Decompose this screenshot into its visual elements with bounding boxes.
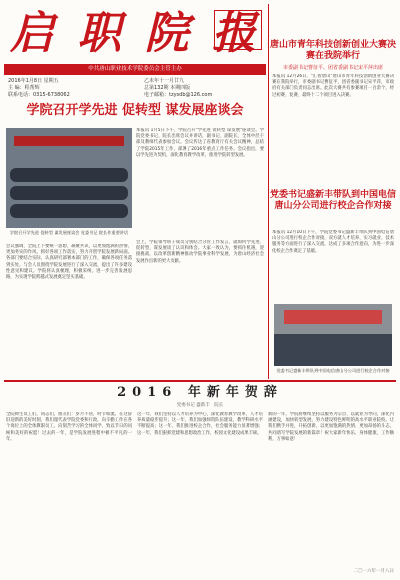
photo-people xyxy=(274,334,392,366)
issue-number: 总第132期 本期四版 xyxy=(144,85,191,91)
masthead-info-right xyxy=(144,78,212,99)
email: 电子邮箱：tzysdb@126.com xyxy=(144,92,213,98)
greeting-byline: 党委书记 盛新丰 院长 xyxy=(176,403,224,408)
right-text-2: 本报讯 12月10日下午，学院党委书记盛新丰带队到中国电信唐山分公司进行校企合作对接，双方就人才培养、实习就业、技术服务等方面进行了深入交流，达成了多项合作意向，为进一步深化校企合作奠定了基础。 xyxy=(272,230,394,254)
meeting-banner xyxy=(14,136,124,146)
right-photo-caption: 党委书记盛新丰带队到中国电信唐山分公司进行校企合作对接 xyxy=(276,368,390,373)
greeting-column-1: 全院师生员工们，同志们、朋友们：岁月不居，时节如流。在这辞旧迎新的美好时刻，我们谨代表学院党委和行政，向辛勤工作在各个岗位上的全体教职员工，向刻苦学习的全体同学，致以节日的问候和美好的祝愿！过去的一年，是学院发展进程中极不平凡的一年。 xyxy=(6,412,132,442)
right-headline-2: 党委书记盛新丰带队到中国电信唐山分公司进行校企合作对接 xyxy=(270,190,397,211)
masthead xyxy=(4,4,266,96)
lead-text-b: 会议强调，全院上下要统一思想、凝聚共识，以更加饱满的热情、更加务实的作风，抓好各项工作落实，努力开创学院发展新局面。各部门要结合实际，认真研究部署本部门的工作，确保各项任务落到实处。与会人员围绕学院发展进行了深入交流，提出了许多建设性意见和建议。学院将认真梳理，积极采纳，进一步完善发展思路，为实现学院跨越式发展奠定坚实基础。 xyxy=(6,244,132,281)
lead-text-a: 本报讯 1月5日下午，学院召开"学先进 促转型 谋发展"座谈会。学院党委书记、院长出席会议并讲话，副书记、副院长、全体中层干部及教师代表参加会议。会议传达了省教育厅有关会议精神，总结了学院2015年工作，部署了2016年重点工作任务。会议指出，要以学先进为契机，深化教育教学改革，推进学院转型发展。 xyxy=(136,128,264,158)
issue-date: 2016年1月8日 星期五 xyxy=(8,78,59,84)
greeting-column-2: 这一年，我们坚持以人才培养为中心，深化教育教学改革，人才培养质量稳步提升；这一年，我们加强师资队伍建设，教学科研水平不断提高；这一年，我们推进校企合作，社会服务能力显著增强；这一年，我们狠抓党建和思想政治工作，校园文化建设成果丰硕。 xyxy=(137,412,263,436)
lead-photo xyxy=(6,128,132,228)
section-rule xyxy=(4,380,396,382)
masthead-sponsor-strip: 中共唐山职业技术学院委员会主管主办 xyxy=(4,64,266,75)
audience-row xyxy=(10,186,128,200)
lead-photo-caption: 学院召开学先进 促转型 谋发展座谈会 党委书记 院长作重要讲话 xyxy=(9,230,129,235)
right-column xyxy=(270,4,396,379)
column-divider xyxy=(268,4,269,379)
lunar-date: 乙未年十一月廿九 xyxy=(144,78,185,84)
editor-label: 主 编：程帮辉 xyxy=(8,85,40,91)
phone: 联系电话：0315-6738062 xyxy=(8,92,70,98)
greeting-column-3: 新的一年，学院将继续坚持以服务为宗旨、以就业为导向，深化内涵建设，加快转型发展，努力建设特色鲜明的高水平职业院校。让我们携手并进，开拓创新，以更加饱满的热情、更加昂扬的斗志，共同谱写学院发展的新篇章！祝大家新年快乐，身体健康，工作顺利，万事如意！ xyxy=(268,412,394,442)
photo-banner xyxy=(284,310,382,324)
right-headline-1: 唐山市青年科技创新创业大赛决赛在我院举行 xyxy=(270,40,397,61)
footer-date: 二〇一六年一月八日 xyxy=(353,569,394,574)
right-subhead-1: 市委副书记曹征平、团省委副书记宋平萍出席 xyxy=(282,65,383,71)
masthead-title: 启 职 院 报 xyxy=(10,8,260,59)
lead-headline: 学院召开学先进 促转型 谋发展座谈会 xyxy=(26,103,244,118)
right-text-1: 本报讯 12月26日，"汇智唐山"唐山市青年科技创新创业大赛决赛在我院举行，市委副书记曹征平、团省委副书记宋平萍，市政府有关部门负责同志出席。此次大赛共有参赛项目一百余个，经过初赛、复赛，最终十二个项目进入决赛。 xyxy=(272,74,394,98)
greeting-title: 2016 年新年贺辞 xyxy=(117,385,283,400)
audience-row xyxy=(10,168,128,182)
right-photo xyxy=(274,304,392,366)
masthead-info-left xyxy=(8,78,70,99)
lead-text-c: 会上，学院领导班子成员分别结合分管工作发言，就如何学先进、促转型、谋发展谈了认识和体会。大家一致认为，要抓住机遇，迎接挑战，以改革创新精神推动学院事业科学发展，为唐山经济社会发展作出新的更大贡献。 xyxy=(136,240,264,264)
audience-row xyxy=(10,204,128,218)
school-logo-icon xyxy=(214,10,262,50)
